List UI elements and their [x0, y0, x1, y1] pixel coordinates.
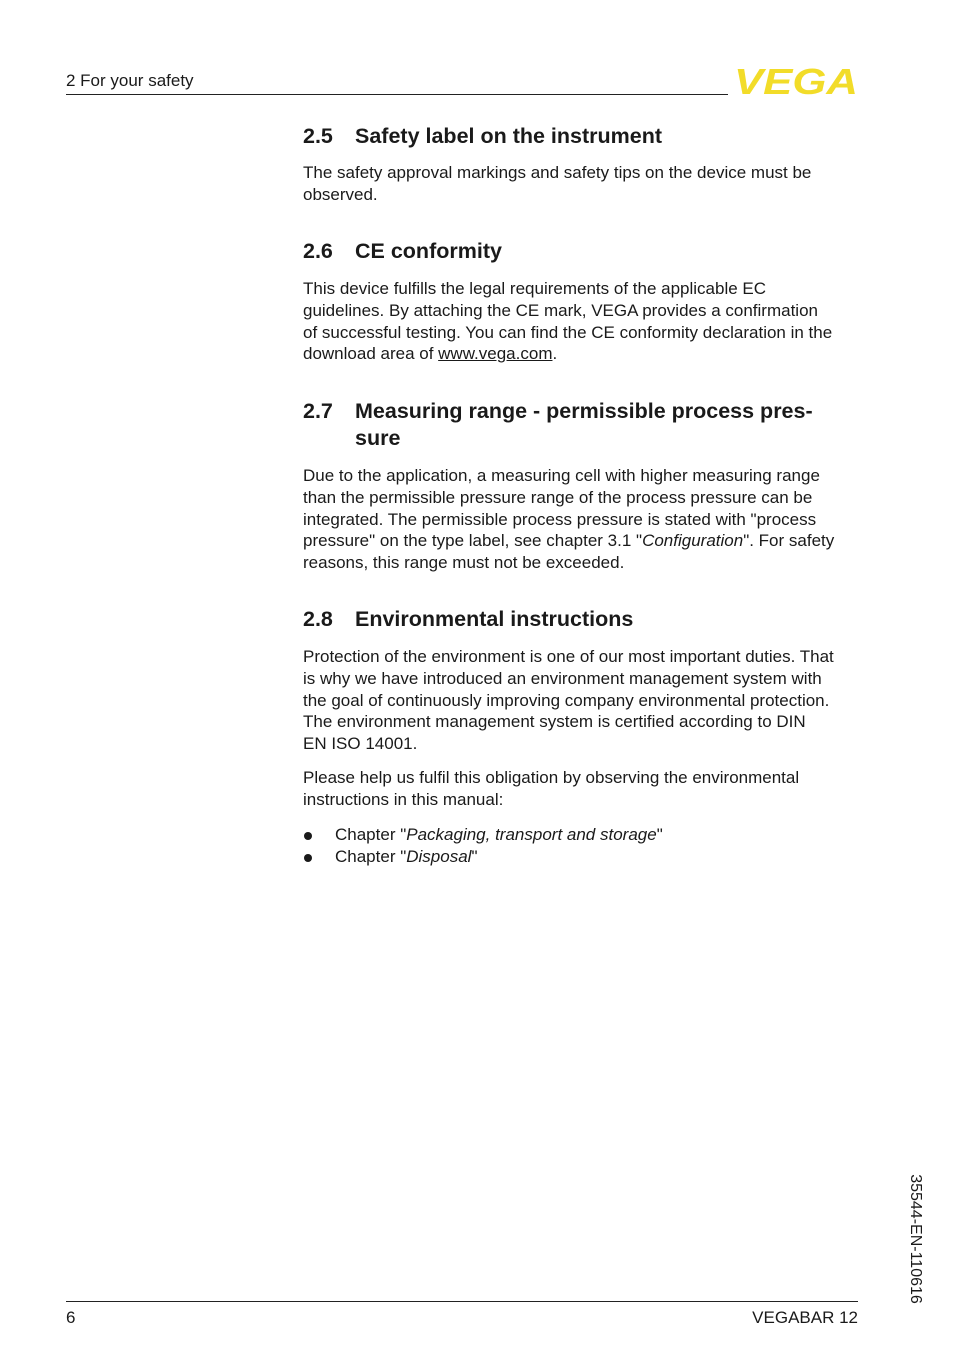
header-divider: [66, 94, 728, 95]
section-heading-2-5: [303, 123, 662, 150]
section-heading-2-6: [303, 238, 502, 265]
section-number: 2.5: [303, 124, 333, 148]
section-heading-2-8: [303, 606, 633, 633]
section-number: 2.6: [303, 239, 333, 263]
body-line: This device fulfills the legal requirements of the applicable EC: [303, 279, 767, 298]
section-title-line: sure: [355, 426, 401, 450]
body-line: EN ISO 14001.: [303, 734, 418, 754]
section-title-line: Measuring range - permissible process pres-: [355, 399, 813, 423]
body-line: The safety approval markings and safety tips on the device must be: [303, 163, 812, 182]
running-header: 2 For your safety: [66, 71, 194, 90]
vega-logo: [734, 65, 858, 97]
section-2-7-body: [303, 465, 861, 574]
section-title: CE conformity: [355, 239, 502, 263]
document-number: 35544-EN-110616: [907, 1174, 924, 1304]
body-line: [303, 343, 861, 365]
list-item: [303, 824, 861, 846]
body-line: integrated. The permissible process pressure is stated with "process: [303, 509, 817, 529]
footer-divider: [66, 1301, 858, 1302]
list-item: [303, 846, 861, 868]
section-title: Safety label on the instrument: [355, 124, 663, 148]
section-2-5-body: [303, 162, 861, 206]
body-line: of successful testing. You can find the CE conformity declaration in the: [303, 322, 833, 342]
section-number: 2.7: [303, 399, 333, 423]
body-line: the goal of continuously improving company environmental protection.: [303, 690, 830, 710]
body-line: Please help us fulfil this obligation by observing the environmental: [303, 768, 800, 787]
body-line: Due to the application, a measuring cell with higher measuring range: [303, 466, 820, 485]
text-fragment: pressure" on the type label, see chapter 3.1 ": [303, 531, 643, 551]
section-title: Environmental instructions: [355, 607, 634, 631]
body-line: guidelines. By attaching the CE mark, VEGA provides a confirmation: [303, 300, 818, 320]
product-name: VEGABAR 12: [752, 1308, 858, 1327]
text-fragment: ": [471, 847, 478, 866]
text-fragment: ": [656, 825, 663, 844]
body-line: reasons, this range must not be exceeded.: [303, 553, 625, 573]
body-line: The environment management system is certified according to DIN: [303, 712, 806, 732]
text-fragment: download area of: [303, 344, 439, 364]
chapter-reference: Packaging, transport and storage: [406, 825, 657, 844]
body-line: [303, 530, 861, 552]
chapter-reference: Disposal: [406, 847, 472, 866]
page-number: 6: [66, 1308, 76, 1327]
text-fragment: Chapter ": [335, 825, 407, 844]
section-2-6-body: [303, 278, 861, 365]
section-2-8-paragraph-1: [303, 646, 861, 755]
section-number: 2.8: [303, 607, 333, 631]
text-fragment: ". For safety: [743, 531, 835, 551]
body-line: Protection of the environment is one of our most important duties. That: [303, 647, 834, 666]
section-heading-2-7: [303, 398, 863, 452]
body-line: observed.: [303, 184, 378, 204]
body-line: is why we have introduced an environment management system with: [303, 668, 822, 688]
body-line: than the permissible pressure range of the process pressure can be: [303, 487, 813, 507]
bullet-icon: [304, 832, 312, 840]
chapter-reference: Configuration: [642, 531, 744, 551]
section-2-8-paragraph-2: [303, 767, 861, 811]
bullet-icon: [304, 854, 312, 862]
text-fragment: .: [552, 344, 558, 364]
text-fragment: Chapter ": [335, 847, 407, 866]
body-line: instructions in this manual:: [303, 789, 504, 809]
vega-website-link[interactable]: www.vega.com: [438, 344, 553, 364]
logo-lettering: VEGA: [734, 65, 858, 97]
chapter-reference-list: [303, 824, 861, 868]
